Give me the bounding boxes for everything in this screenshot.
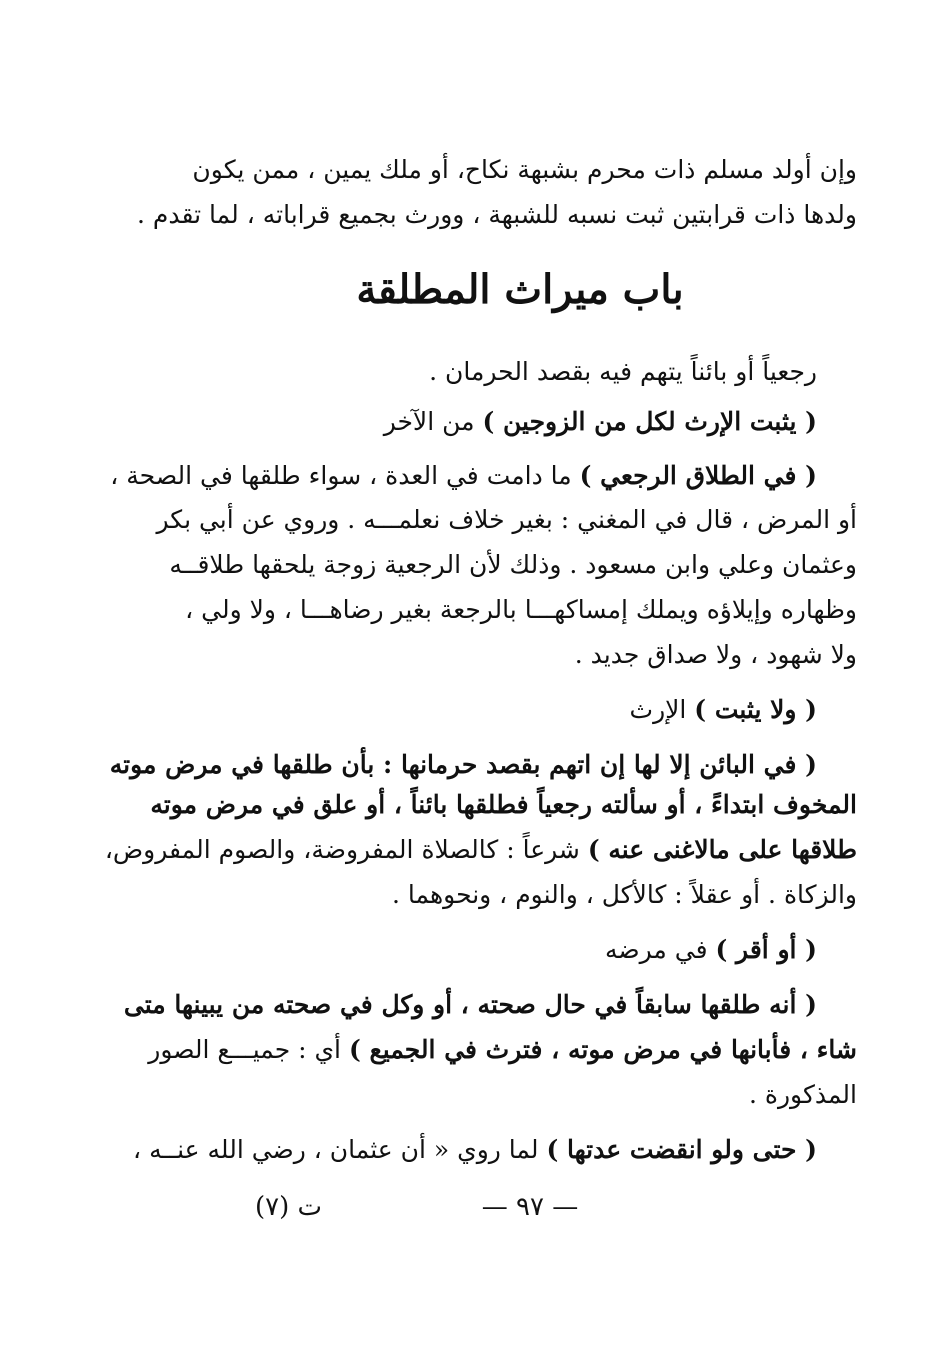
matn-text: ( حتى ولو انقضت عدتها ) (546, 1135, 817, 1164)
paragraph-line (212, 1075, 857, 1115)
line-text: المذكورة . (748, 1080, 857, 1109)
paragraph-line (212, 690, 817, 730)
line-text: وعثمان وعلي وابن مسعود . وذلك لأن الرجعية زوجة يلحقها طلاقــه (169, 550, 857, 579)
matn-text: ( أنه طلقها سابقاً في حال صحته ، أو وكل في صحته من يبينها متى (123, 990, 817, 1019)
page-number: — ٩٧ — (481, 1192, 579, 1222)
sharh-text: من الآخر (383, 407, 475, 436)
paragraph-line (192, 150, 857, 190)
matn-text: شاء ، فأبانها في مرض موته ، فترث في الجميع ) (348, 1035, 857, 1064)
sharh-text: ما دامت في العدة ، سواء طلقها في الصحة ، (110, 461, 572, 490)
paragraph-line (212, 930, 817, 970)
paragraph-line (110, 456, 817, 496)
matn-text: المخوف ابتداءً ، أو سألته رجعياً فطلقها بائناً ، أو علق في مرض موته (150, 790, 857, 819)
paragraph-line (137, 195, 857, 235)
sharh-text: شرعاً : كالصلاة المفروضة، والصوم المفروض، (104, 835, 580, 864)
matn-text: ( يثبت الإرث لكل من الزوجين ) (482, 407, 817, 436)
paragraph-line (212, 352, 817, 392)
paragraph-line (212, 875, 857, 915)
chapter-heading: باب ميراث المطلقة (356, 266, 684, 313)
sharh-text: لما روي « أن عثمان ، رضي الله عنــه ، (133, 1135, 539, 1164)
matn-text: ( في البائن إلا لها إن اتهم بقصد حرمانها : بأن طلقها في مرض موته (109, 750, 817, 779)
paragraph-line (185, 590, 857, 630)
paragraph-line (148, 1030, 857, 1070)
line-text: أو المرض ، قال في المغني : بغير خلاف نعلمـــه . وروي عن أبي بكر (156, 505, 857, 534)
paragraph-line (212, 635, 857, 675)
matn-text: ( ولا يثبت ) (694, 695, 817, 724)
paragraph-line (109, 745, 817, 785)
sharh-text: أي : جميـــع الصور (148, 1035, 341, 1064)
line-text: وإن أولد مسلم ذات محرم بشبهة نكاح، أو ملك يمين ، ممن يكون (192, 155, 857, 184)
line-text: ولدها ذات قرابتين ثبت نسبه للشبهة ، وورث بجميع قراباته ، لما تقدم . (137, 200, 857, 229)
sharh-text: الإرث (629, 695, 687, 724)
paragraph-line (169, 545, 857, 585)
paragraph-line (104, 830, 857, 870)
line-text: وظهاره وإيلاؤه ويملك إمساكهـــا بالرجعة بغير رضاهـــا ، ولا ولي ، (185, 595, 857, 624)
paragraph-line (123, 985, 817, 1025)
matn-text: ( في الطلاق الرجعي ) (579, 461, 817, 490)
line-text: ولا شهود ، ولا صداق جديد . (574, 640, 857, 669)
signature-mark: ت (٧) (254, 1192, 322, 1222)
line-text: والزكاة . أو عقلاً : كالأكل ، والنوم ، ونحوهما . (392, 880, 857, 909)
paragraph-line (150, 785, 857, 825)
matn-text: ( أو أقر ) (715, 935, 817, 964)
paragraph-line (133, 1130, 817, 1170)
paragraph-line (212, 402, 817, 442)
sharh-text: في مرضه (605, 935, 708, 964)
paragraph-line (156, 500, 857, 540)
matn-text: طلاقها على مالاغنى عنه ) (587, 835, 857, 864)
line-text: رجعياً أو بائناً يتهم فيه بقصد الحرمان . (429, 357, 817, 386)
